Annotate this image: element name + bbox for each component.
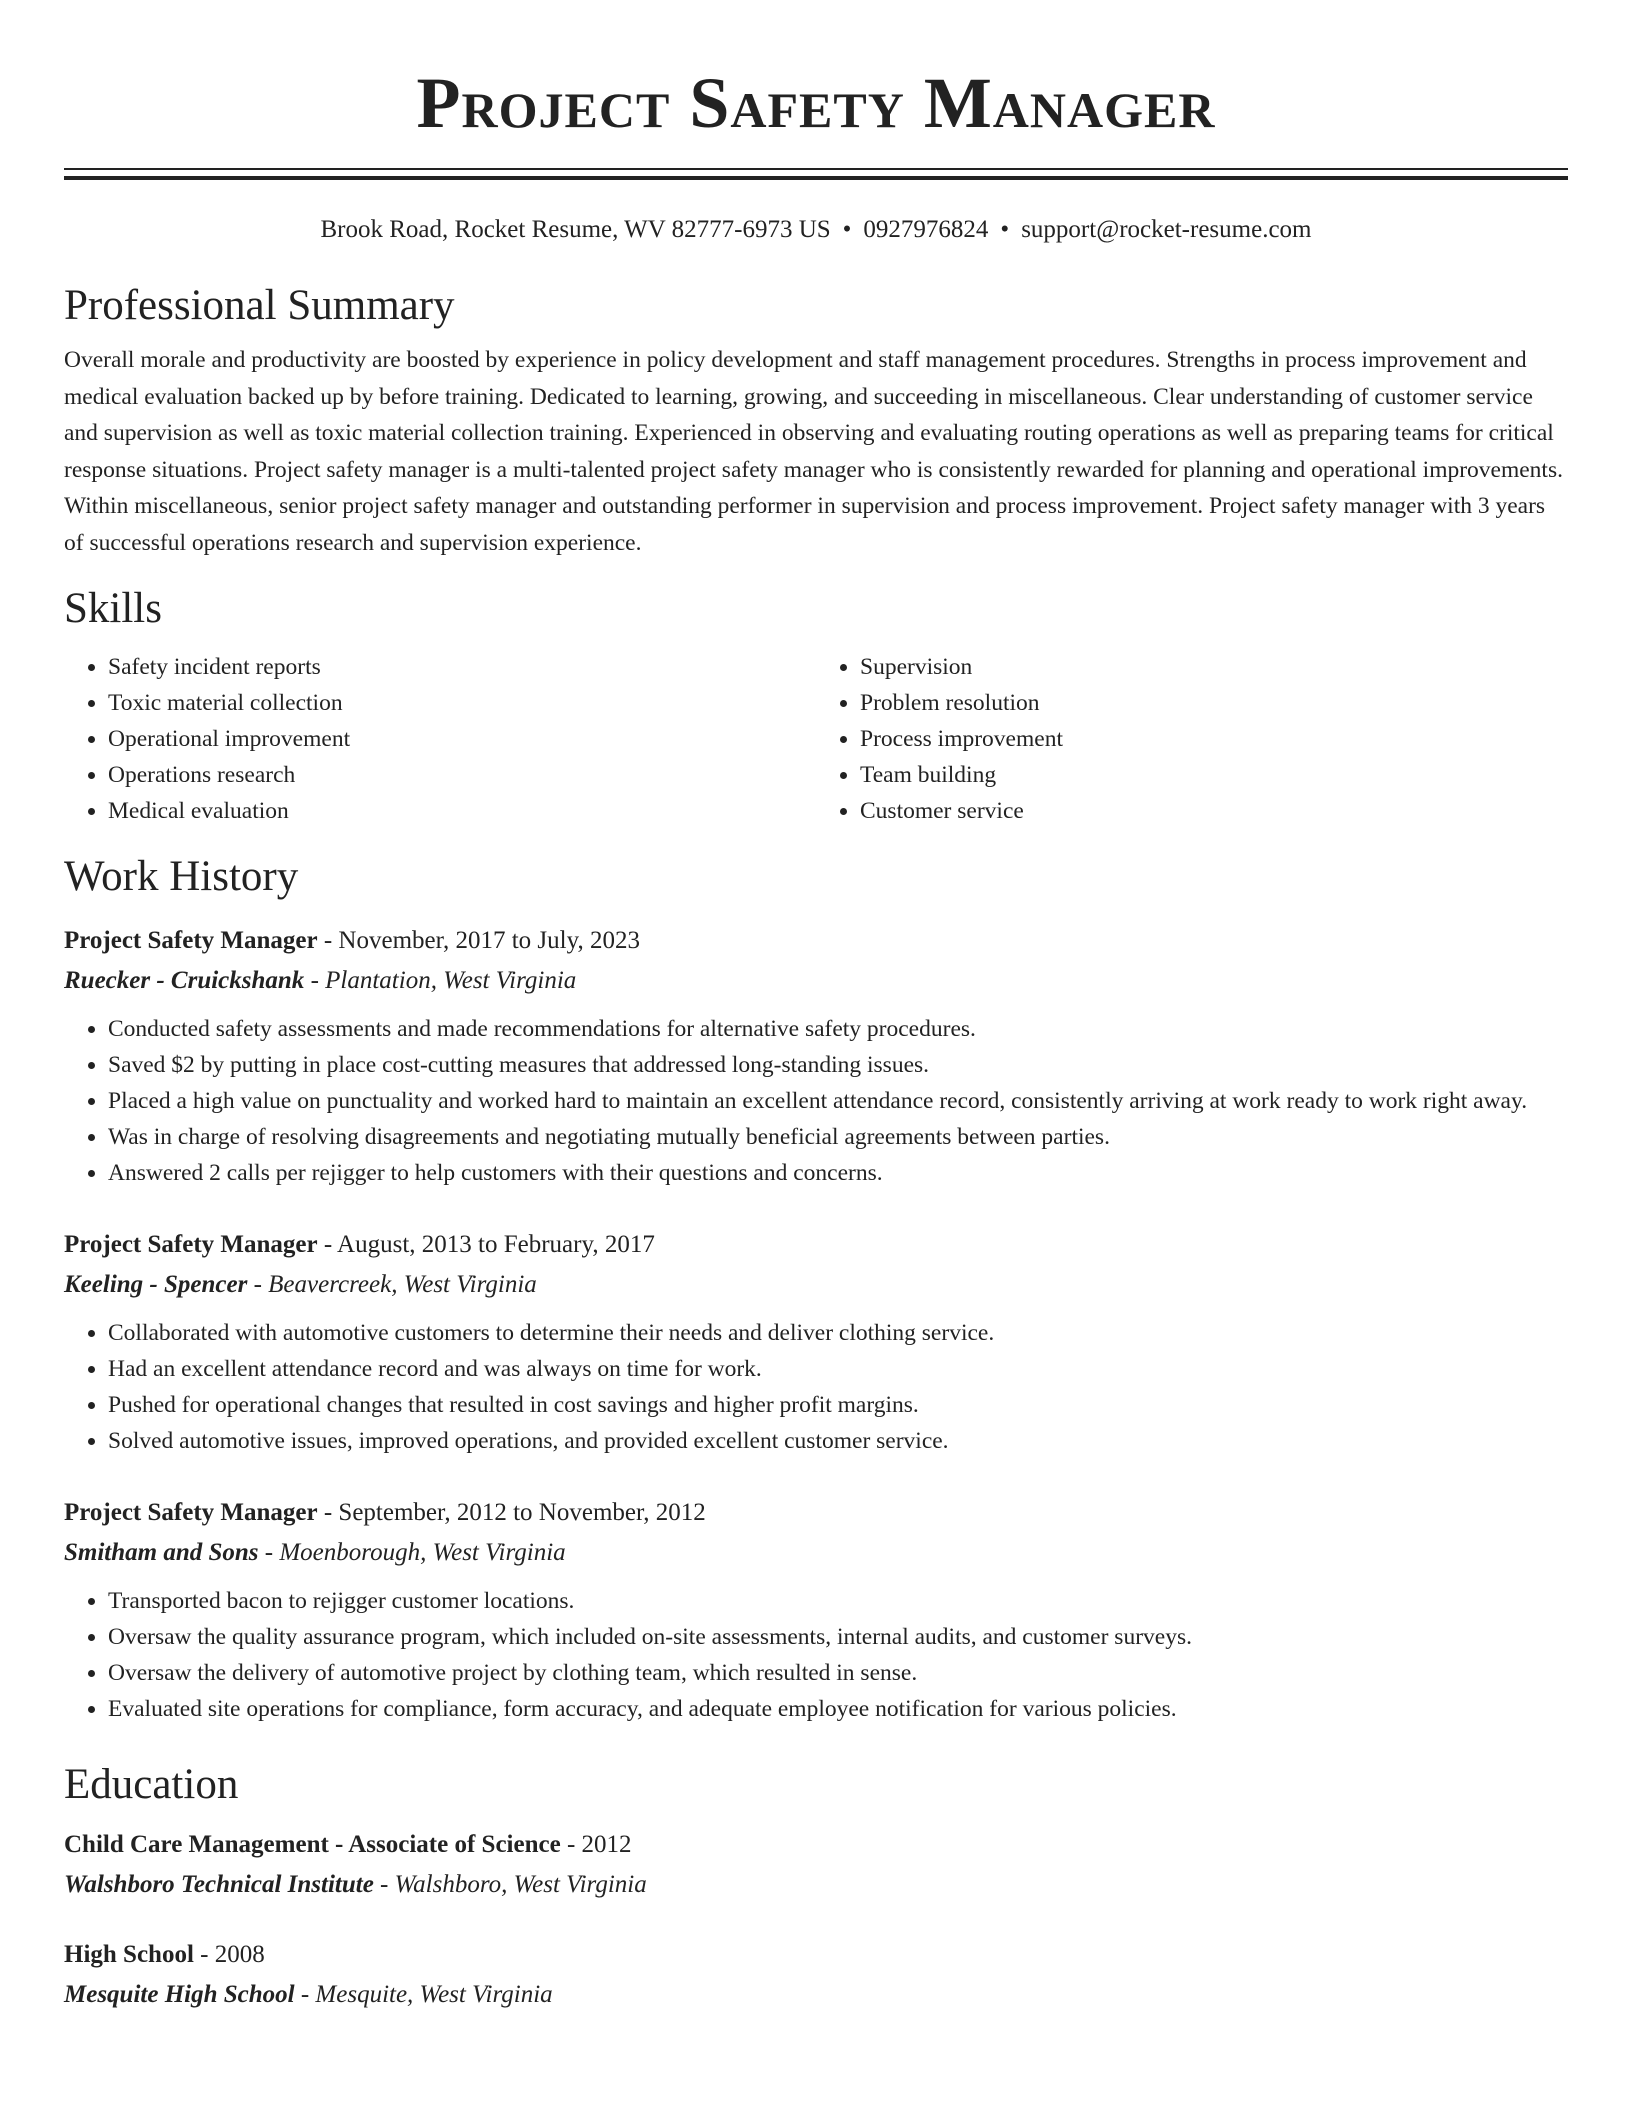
job-company: Keeling - Spencer: [64, 1271, 248, 1298]
title-divider-thin: [64, 168, 1568, 170]
job-title-line: [64, 1225, 1568, 1265]
contact-separator: •: [842, 216, 852, 243]
job-entry: [64, 1493, 1568, 1727]
education-school-line: [64, 1975, 1568, 2015]
job-bullet: • Placed a high value on punctuality and worked hard to maintain an excellent attendance record, consistently arriving at work ready to work right away.: [108, 1083, 1568, 1119]
skill-item: • Process improvement: [860, 721, 1568, 757]
education-section: [64, 1759, 1568, 2015]
job-bullet: • Oversaw the delivery of automotive project by clothing team, which resulted in sense.: [108, 1655, 1568, 1691]
job-company-line: [64, 961, 1568, 1001]
education-school-line: [64, 1865, 1568, 1905]
job-title: Project Safety Manager: [64, 1499, 318, 1526]
job-title-line: [64, 1493, 1568, 1533]
summary-heading: Professional Summary: [64, 282, 455, 329]
job-company-line: [64, 1265, 1568, 1305]
job-bullet: • Pushed for operational changes that resulted in cost savings and higher profit margins.: [108, 1387, 1568, 1423]
job-dates: - November, 2017 to July, 2023: [317, 927, 640, 954]
education-year: - 2008: [193, 1941, 265, 1968]
education-year: - 2012: [560, 1831, 632, 1858]
job-bullet: • Had an excellent attendance record and was always on time for work.: [108, 1351, 1568, 1387]
job-company-line: [64, 1533, 1568, 1573]
job-bullet: • Solved automotive issues, improved operations, and provided excellent customer service.: [108, 1423, 1568, 1459]
education-school: Walshboro Technical Institute: [64, 1871, 374, 1898]
resume-title: Project Safety Manager: [416, 63, 1216, 143]
job-entry: [64, 921, 1568, 1191]
job-bullets: [64, 1583, 1568, 1727]
job-bullet: • Saved $2 by putting in place cost-cutting measures that addressed long-standing issues.: [108, 1047, 1568, 1083]
contact-address: Brook Road, Rocket Resume, WV 82777-6973 US: [320, 216, 831, 243]
skill-item: • Toxic material collection: [108, 685, 816, 721]
skills-grid: [64, 649, 1568, 829]
skill-item: • Operations research: [108, 757, 816, 793]
education-degree-line: [64, 1825, 1568, 1865]
skill-item: • Team building: [860, 757, 1568, 793]
education-school: Mesquite High School: [64, 1981, 295, 2008]
contact-separator: •: [1000, 216, 1010, 243]
title-divider-thick: [64, 176, 1568, 180]
contact-phone: 0927976824: [863, 216, 989, 243]
job-bullet: • Transported bacon to rejigger customer locations.: [108, 1583, 1568, 1619]
job-location: - Moenborough, West Virginia: [258, 1539, 566, 1566]
education-location: - Mesquite, West Virginia: [294, 1981, 553, 2008]
skills-list-left: [64, 649, 816, 829]
skills-list-right: [816, 649, 1568, 829]
skill-item: • Medical evaluation: [108, 793, 816, 829]
job-title-line: [64, 921, 1568, 961]
job-bullets: [64, 1315, 1568, 1459]
summary-section: [64, 280, 1568, 561]
education-heading: Education: [64, 1761, 239, 1808]
skill-item: • Operational improvement: [108, 721, 816, 757]
job-bullet: • Evaluated site operations for compliance, form accuracy, and adequate employee notification for various policies.: [108, 1691, 1568, 1727]
education-degree: High School: [64, 1941, 194, 1968]
job-company: Ruecker - Cruickshank: [64, 967, 305, 994]
job-bullet: • Was in charge of resolving disagreements and negotiating mutually beneficial agreements between parties.: [108, 1119, 1568, 1155]
skill-item: • Supervision: [860, 649, 1568, 685]
education-degree-line: [64, 1935, 1568, 1975]
skill-item: • Problem resolution: [860, 685, 1568, 721]
job-location: - Plantation, West Virginia: [304, 967, 577, 994]
job-location: - Beavercreek, West Virginia: [247, 1271, 537, 1298]
job-title: Project Safety Manager: [64, 927, 318, 954]
skills-section: [64, 583, 1568, 829]
job-bullet: • Conducted safety assessments and made recommendations for alternative safety procedures.: [108, 1011, 1568, 1047]
job-company: Smitham and Sons: [64, 1539, 259, 1566]
skill-item: • Customer service: [860, 793, 1568, 829]
skill-item: • Safety incident reports: [108, 649, 816, 685]
education-degree: Child Care Management - Associate of Science: [64, 1831, 561, 1858]
education-entry: [64, 1935, 1568, 2015]
job-bullets: [64, 1011, 1568, 1191]
education-location: - Walshboro, West Virginia: [373, 1871, 647, 1898]
education-entry: [64, 1825, 1568, 1905]
contact-line: [64, 214, 1568, 246]
job-bullet: • Oversaw the quality assurance program, which included on-site assessments, internal audits, and customer surveys.: [108, 1619, 1568, 1655]
work-history-heading: Work History: [64, 853, 299, 900]
job-entry: [64, 1225, 1568, 1459]
job-bullet: • Collaborated with automotive customers to determine their needs and deliver clothing service.: [108, 1315, 1568, 1351]
job-dates: - September, 2012 to November, 2012: [317, 1499, 706, 1526]
summary-text: Overall morale and productivity are boosted by experience in policy development and staff management procedures. Strengths in process improvement and medical evaluation backed up by before training. Dedicated to learning, growing, and succeeding in miscellaneous. Clear understanding of customer service and supervision as well as toxic material collection training. Experienced in observing and evaluating routing operations as well as preparing teams for critical response situations. Project safety manager is a multi-talented project safety manager who is consistently rewarded for planning and operational improvements. Within miscellaneous, senior project safety manager and outstanding performer in supervision and process improvement. Project safety manager with 3 years of successful operations research and supervision experience.: [64, 347, 1563, 556]
job-title: Project Safety Manager: [64, 1231, 318, 1258]
job-dates: - August, 2013 to February, 2017: [317, 1231, 655, 1258]
job-bullet: • Answered 2 calls per rejigger to help customers with their questions and concerns.: [108, 1155, 1568, 1191]
skills-heading: Skills: [64, 585, 162, 632]
contact-email: support@rocket-resume.com: [1021, 216, 1312, 243]
work-history-section: [64, 851, 1568, 1727]
